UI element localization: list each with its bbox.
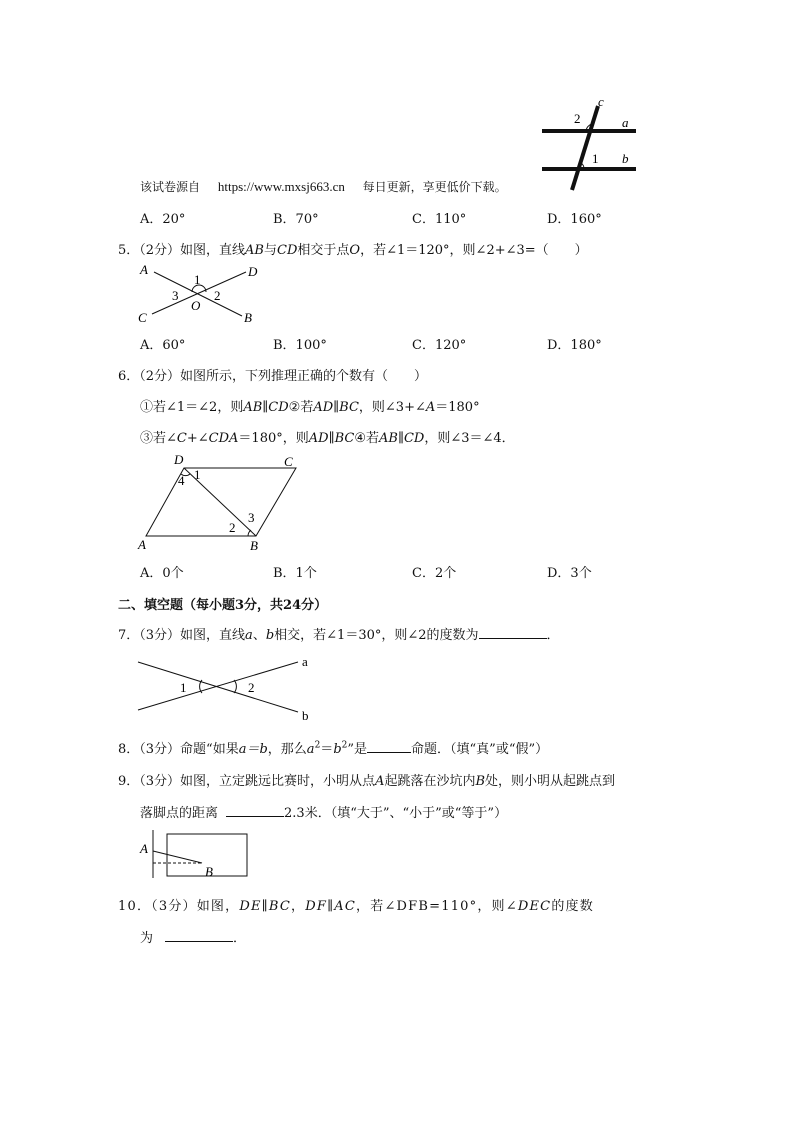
q4-label-c: c xyxy=(598,94,604,109)
q6-label-4: 4 xyxy=(178,473,185,488)
q6-l2-a: ③若∠ xyxy=(140,431,177,446)
q6-l1-ab: AB xyxy=(243,400,263,415)
q9-stem-1 xyxy=(118,770,615,789)
q7-text-c: 相交，若∠1＝30°，则∠2的度数为 xyxy=(274,628,479,643)
source-prefix: 该试卷源自 xyxy=(140,180,201,194)
q6-l2-d: ④若 xyxy=(354,431,379,446)
q8-eq2: ＝ xyxy=(320,742,334,757)
q5-option-c[interactable]: C．120° xyxy=(412,338,467,353)
q6-l2-ab: AB xyxy=(378,431,398,446)
q5-label-b: B xyxy=(244,310,252,325)
q8-exp1: 2 xyxy=(314,740,321,751)
q8-text-c: ”是 xyxy=(347,742,368,757)
q6-l2-b: +∠ xyxy=(186,431,209,446)
q6-option-a[interactable]: A．0个 xyxy=(140,566,184,581)
q10-var-ac: AC xyxy=(334,899,357,914)
q6-l1-ad: AD xyxy=(313,400,334,415)
q5-label-d: D xyxy=(248,264,258,279)
q7-answer-blank[interactable] xyxy=(479,626,547,639)
q5-option-d[interactable]: D．180° xyxy=(547,338,602,353)
q6-label-a: A xyxy=(138,537,146,552)
q8-sq-a: a xyxy=(306,742,315,757)
q10-stem-1 xyxy=(118,895,594,914)
q5-var-o: O xyxy=(349,243,361,258)
q8-exp2: 2 xyxy=(341,740,348,751)
q7-label-1: 1 xyxy=(180,680,187,695)
q6-l1-b: ②若 xyxy=(288,400,314,415)
q10-text-e: 为 xyxy=(140,931,154,946)
q9-var-a: A xyxy=(375,774,385,789)
q5-figure xyxy=(134,258,274,328)
q8-answer-blank[interactable] xyxy=(367,740,411,753)
q4-label-1: 1 xyxy=(592,151,599,166)
q8-text-a: 8．（3分）命题“如果 xyxy=(118,742,239,757)
q4-label-a: a xyxy=(622,115,629,130)
q5-label-c: C xyxy=(138,310,147,325)
q6-figure xyxy=(132,450,312,554)
source-suffix: 每日更新，享更低价下载。 xyxy=(362,180,507,194)
q6-option-b[interactable]: B．1个 xyxy=(273,566,317,581)
q10-text-a: 10．（3分）如图， xyxy=(118,899,240,914)
q10-var-dec: DEC xyxy=(517,899,552,914)
q9-label-a: A xyxy=(140,841,148,856)
q8-text-b: ，那么 xyxy=(267,742,307,757)
q9-figure xyxy=(134,826,254,882)
q6-l2-par1: ∥ xyxy=(328,431,335,446)
q5-option-a[interactable]: A．60° xyxy=(140,338,186,353)
q6-l2-cda: CDA xyxy=(208,431,239,446)
q6-arc-b xyxy=(248,530,251,536)
q5-text-b: 与 xyxy=(264,243,278,258)
q5-var-cd: CD xyxy=(277,243,298,258)
q6-label-d: D xyxy=(174,452,184,467)
source-url[interactable]: https://www.mxsj663.cn xyxy=(217,179,345,194)
q5-label-2: 2 xyxy=(214,288,221,303)
q9-label-b: B xyxy=(205,864,213,879)
q6-l2-cd: CD xyxy=(403,431,425,446)
q4-option-c[interactable]: C．110° xyxy=(412,212,467,227)
q9-text-a: 9．（3分）如图，立定跳远比赛时，小明从点 xyxy=(118,774,376,789)
q8-eq: a＝b xyxy=(238,742,268,757)
q7-var-a: a xyxy=(245,628,253,643)
q6-label-1: 1 xyxy=(194,467,201,482)
q4-option-a[interactable]: A．20° xyxy=(140,212,186,227)
q5-label-3: 3 xyxy=(172,288,179,303)
q6-option-d[interactable]: D．3个 xyxy=(547,566,592,581)
q8-text-d: 命题．（填“真”或“假”） xyxy=(411,742,549,757)
q6-l1-par2: ∥ xyxy=(333,400,340,415)
q10-var-df: DF xyxy=(305,899,328,914)
q5-var-ab: AB xyxy=(245,243,264,258)
q6-l2-bc: BC xyxy=(334,431,355,446)
q4-label-b: b xyxy=(622,151,629,166)
q5-label-a: A xyxy=(140,262,148,277)
source-line xyxy=(140,178,507,195)
q7-text-b: 、 xyxy=(252,628,266,643)
q9-text-b: 起跳落在沙坑内 xyxy=(384,774,476,789)
q10-text-b: ， xyxy=(291,899,306,914)
q6-l2-var-c: C xyxy=(176,431,187,446)
q5-stem xyxy=(118,239,588,258)
q6-l2-par2: ∥ xyxy=(397,431,404,446)
q10-end: ． xyxy=(233,931,247,946)
section-2-heading: 二、填空题（每小题3分，共24分） xyxy=(118,598,328,613)
q6-l2-c: ＝180°，则 xyxy=(238,431,309,446)
q8-stem xyxy=(118,738,548,757)
q6-l1-var-a: A xyxy=(425,400,436,415)
q10-text-c: ，若∠DFB=110°，则∠ xyxy=(356,899,518,914)
q6-l1-cd: CD xyxy=(268,400,289,415)
q5-label-o: O xyxy=(191,298,201,313)
q6-label-b: B xyxy=(250,538,258,553)
q6-label-3: 3 xyxy=(248,510,255,525)
q6-stem: 6．（2分）如图所示，下列推理正确的个数有（ ） xyxy=(118,369,428,384)
q6-l1-bc: BC xyxy=(339,400,359,415)
q7-figure xyxy=(132,650,332,722)
q6-statements-1 xyxy=(140,396,480,415)
q7-label-a: a xyxy=(302,654,308,669)
q4-label-2: 2 xyxy=(574,111,581,126)
q8-sq-b: b xyxy=(333,742,342,757)
q5-text-d: ，若∠1＝120°，则∠2+∠3=（ ） xyxy=(360,243,588,258)
q6-l2-e: ，则∠3＝∠4． xyxy=(424,431,515,446)
q7-angle2-arc xyxy=(234,680,236,693)
q10-var-bc: BC xyxy=(268,899,292,914)
q6-option-c[interactable]: C．2个 xyxy=(412,566,457,581)
q6-l1-par1: ∥ xyxy=(262,400,269,415)
q5-text-a: 5．（2分）如图，直线 xyxy=(118,243,246,258)
q6-l1-a: ①若∠1＝∠2，则 xyxy=(140,400,244,415)
q10-answer-blank[interactable] xyxy=(165,929,233,942)
q10-stem-2 xyxy=(140,927,246,946)
q10-par2: ∥ xyxy=(327,899,335,914)
q7-stem xyxy=(118,624,560,643)
q9-stem-2 xyxy=(140,802,507,821)
q9-text-d: 落脚点的距离 xyxy=(140,806,219,821)
q4-option-b[interactable]: B．70° xyxy=(273,212,319,227)
q9-jump-path xyxy=(153,851,202,863)
q6-statements-2 xyxy=(140,427,515,446)
q10-par1: ∥ xyxy=(261,899,269,914)
q5-label-1: 1 xyxy=(194,272,201,287)
q9-text-c: 处，则小明从起跳点到 xyxy=(485,774,616,789)
q6-label-c: C xyxy=(284,454,293,469)
q6-parallelogram xyxy=(146,468,296,536)
q10-text-d: 的度数 xyxy=(551,899,594,914)
q9-text-e: 2.3米．（填“大于”、“小于”或“等于”） xyxy=(284,806,508,821)
q7-label-b: b xyxy=(302,708,309,722)
q6-label-2: 2 xyxy=(229,520,236,535)
q7-var-b: b xyxy=(265,628,275,643)
q7-end: ． xyxy=(546,628,560,643)
q10-var-de: DE xyxy=(239,899,262,914)
q7-label-2: 2 xyxy=(248,680,255,695)
q5-option-b[interactable]: B．100° xyxy=(273,338,327,353)
q9-var-b: B xyxy=(475,774,486,789)
q4-figure xyxy=(536,94,646,194)
q7-text-a: 7．（3分）如图，直线 xyxy=(118,628,246,643)
q6-l1-d: ＝180° xyxy=(435,400,480,415)
q5-text-c: 相交于点 xyxy=(297,243,350,258)
q6-l1-c: ，则∠3+∠ xyxy=(358,400,426,415)
q6-l2-ad: AD xyxy=(308,431,329,446)
q9-answer-blank[interactable] xyxy=(226,804,284,817)
q4-option-d[interactable]: D．160° xyxy=(547,212,602,227)
